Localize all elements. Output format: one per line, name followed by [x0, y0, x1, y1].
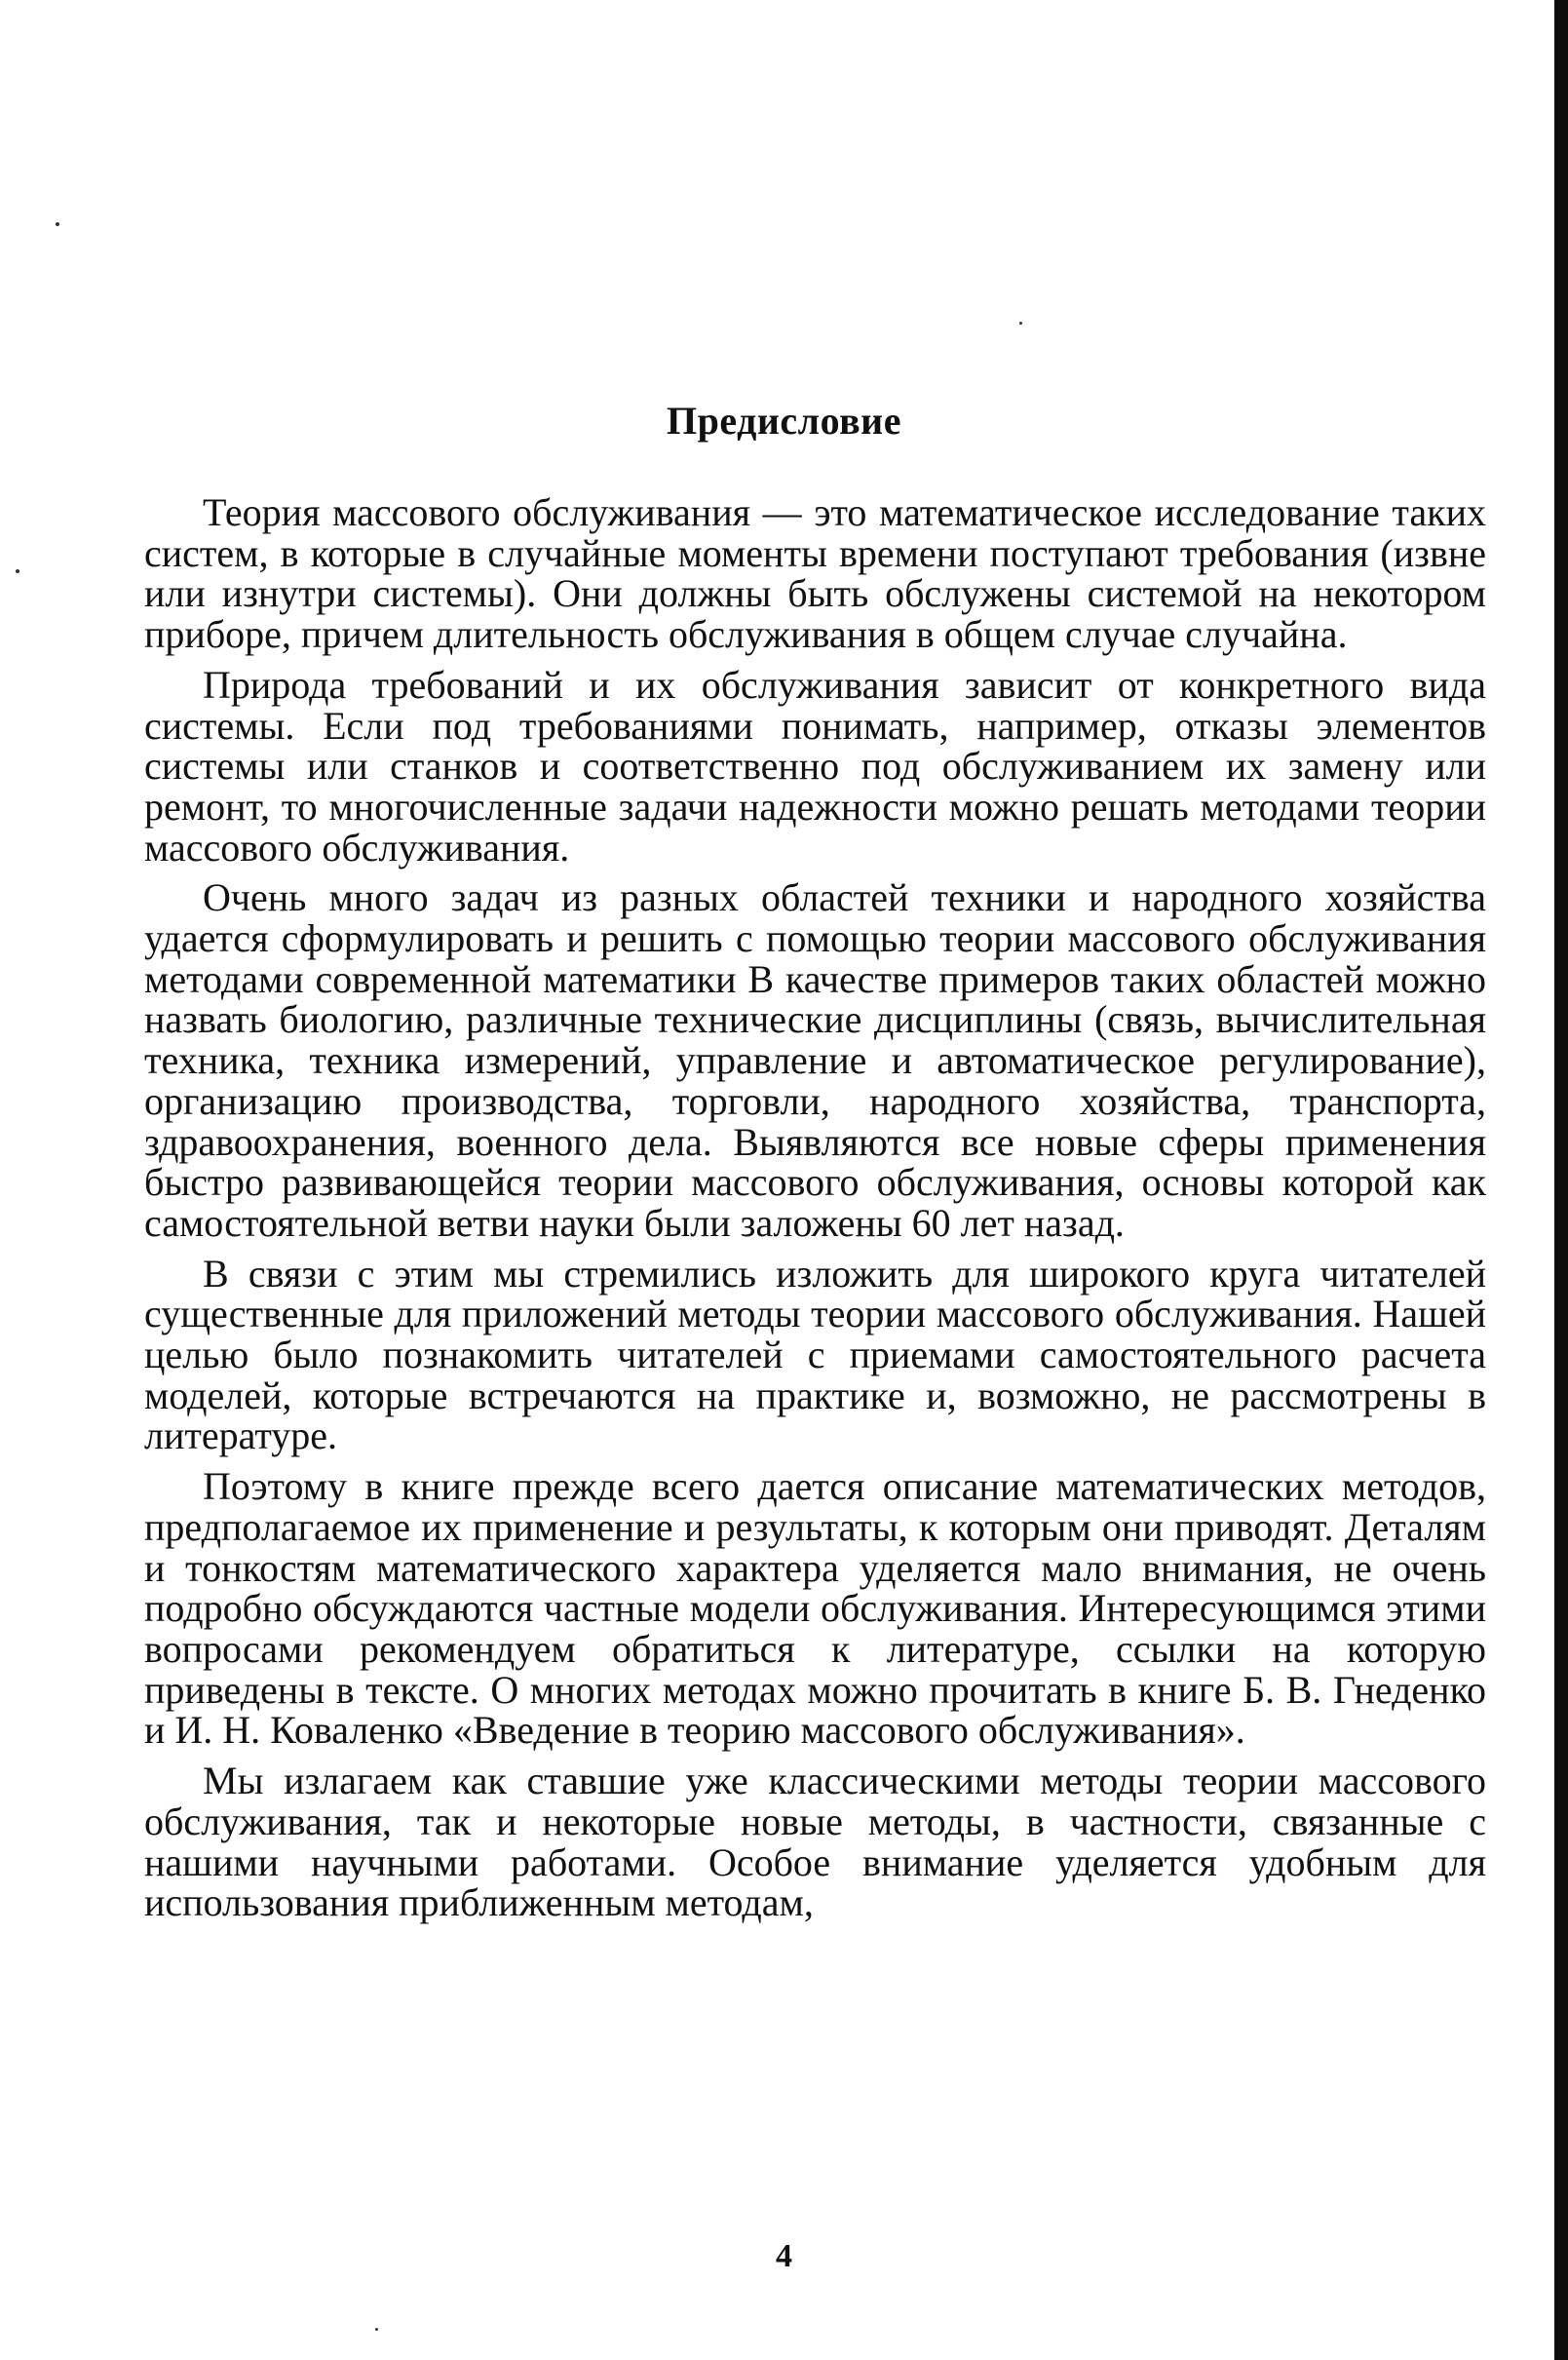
body-text [144, 492, 1486, 1933]
paragraph: Мы излагаем как ставшие уже классическими методы теории массового обслуживания, так и некоторые новые методы, в частности, связанные с нашими научными работами. Особое внимание уделяется удобным для использования приближенным методам, [144, 1759, 1486, 1925]
scan-speck [16, 569, 19, 573]
scan-edge-border [1554, 0, 1568, 2360]
scan-speck [1019, 322, 1022, 325]
paragraph: Очень много задач из разных областей техники и народного хозяйства удается сформулировать и решить с помощью теории массового обслуживания методами современной математики В качестве примеров таких областей можно назвать биологию, различные технические дисциплины (связь, вычислительная техника, техника измерений, управление и автоматическое регулирование), организацию производства, торговли, народного хозяйства, транспорта, здравоохранения, военного дела. Выявляются все новые сферы применения быстро развивающейся теории массового обслуживания, основы которой как самостоятельной ветви науки были заложены 60 лет назад. [144, 875, 1486, 1245]
scan-speck [56, 222, 59, 226]
scan-speck [375, 2328, 378, 2331]
paragraph: В связи с этим мы стремились изложить для широкого круга читателей существенные для приложений методы теории массового обслуживания. Нашей целью было познакомить читателей с приемами самостоятельного расчета моделей, которые встречаются на практике и, возможно, не рассмотрены в литературе. [144, 1251, 1486, 1458]
paragraph: Поэтому в книге прежде всего дается описание математических методов, предполагаемое их применение и результаты, к которым они приводят. Деталям и тонкостям математического характера уделяется мало внимания, не очень подробно обсуждаются частные модели обслуживания. Интересующимся этими вопросами рекомендуем обратиться к литературе, ссылки на которую приведены в тексте. О многих методах можно прочитать в книге Б. В. Гнеденко и И. Н. Коваленко «Введение в теорию массового обслуживания». [144, 1464, 1486, 1753]
page-title: Предисловие [667, 399, 901, 443]
page-number: 4 [776, 2238, 792, 2274]
paragraph: Природа требований и их обслуживания зависит от конкретного вида системы. Если под требованиями понимать, например, отказы элементов системы или станков и соответственно под обслуживанием их замену или ремонт, то многочисленные задачи надежности можно решать методами теории массового обслуживания. [144, 662, 1486, 870]
paragraph: Теория массового обслуживания — это математическое исследование таких систем, в которые в случайные моменты времени поступают требования (извне или изнутри системы). Они должны быть обслужены системой на некотором приборе, причем длительность обслуживания в общем случае случайна. [144, 490, 1486, 657]
